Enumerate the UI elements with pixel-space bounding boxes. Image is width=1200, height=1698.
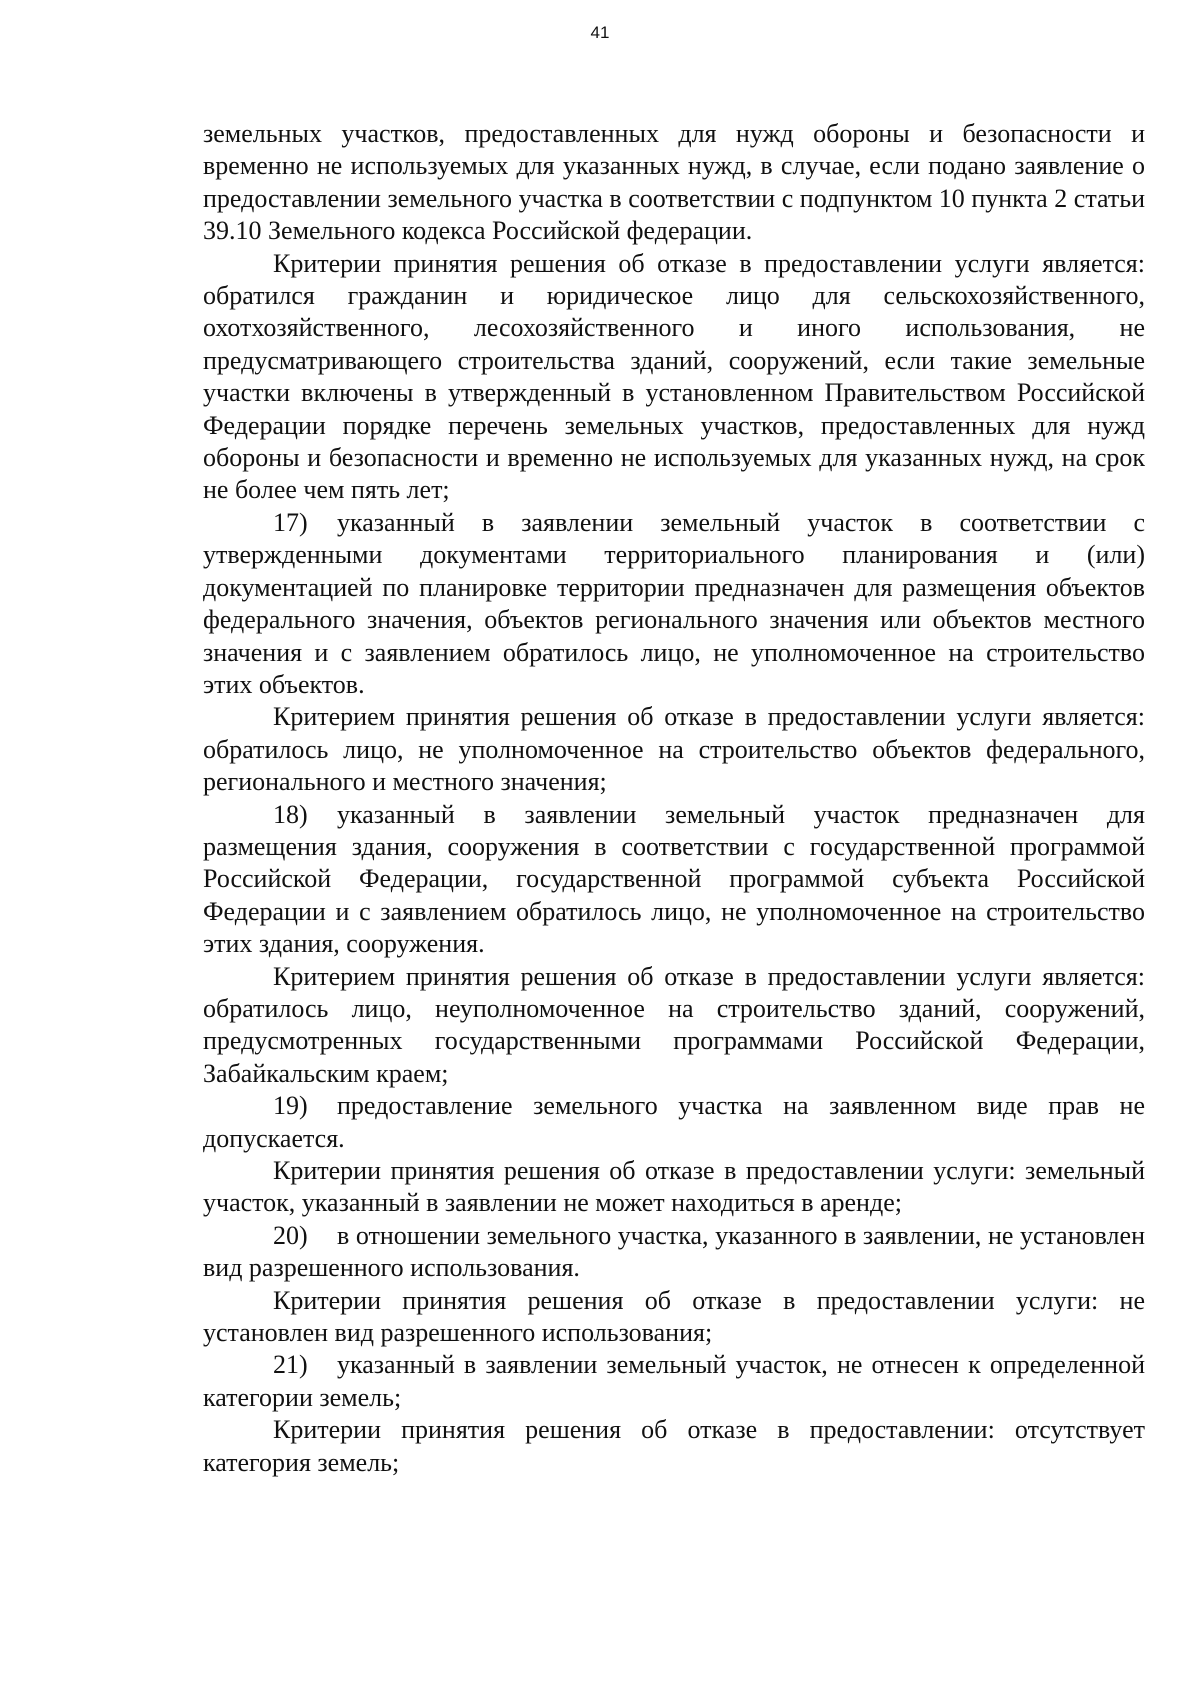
paragraph-text: указанный в заявлении земельный участок предназначен для размещения здания, сооружения в соответствии с государственной программой Российской Федерации, государственной программой субъекта Российской Федерации и с заявлением обратилось лицо, не уполномоченное на строительство этих здания, сооружения. bbox=[203, 799, 1145, 959]
item-number: 19) bbox=[273, 1091, 308, 1121]
paragraph bbox=[203, 248, 1145, 507]
item-number: 18) bbox=[273, 799, 308, 829]
numbered-paragraph bbox=[203, 1349, 1145, 1414]
page-number: 41 bbox=[590, 23, 610, 42]
paragraph bbox=[203, 1285, 1145, 1350]
item-number: 20) bbox=[273, 1220, 308, 1250]
paragraph-text: Критерием принятия решения об отказе в предоставлении услуги является: обратилось лицо, не уполномоченное на строительство объектов федерального, регионального и местного значения; bbox=[203, 702, 1145, 797]
paragraph bbox=[203, 118, 1145, 248]
paragraph-text: Критерии принятия решения об отказе в предоставлении услуги: земельный участок, указанный в заявлении не может находиться в аренде; bbox=[203, 1156, 1145, 1218]
numbered-paragraph bbox=[203, 1090, 1145, 1155]
paragraph-text: в отношении земельного участка, указанного в заявлении, не установлен вид разрешенного использования. bbox=[203, 1220, 1145, 1283]
paragraph-text: земельных участков, предоставленных для нужд обороны и безопасности и временно не используемых для указанных нужд, в случае, если подано заявление о предоставлении земельного участка в соответствии с подпунктом 10 пункта 2 статьи 39.10 Земельного кодекса Российской федерации. bbox=[203, 119, 1145, 246]
numbered-paragraph bbox=[203, 799, 1145, 961]
numbered-paragraph bbox=[203, 1220, 1145, 1285]
paragraph-text: предоставление земельного участка на заявленном виде прав не допускается. bbox=[203, 1091, 1145, 1153]
paragraph bbox=[203, 1414, 1145, 1479]
item-number: 21) bbox=[273, 1350, 308, 1380]
paragraph-text: указанный в заявлении земельный участок в соответствии с утвержденными документами территориального планирования и (или) документацией по планировке территории предназначен для размещения объектов федерального значения, объектов регионального значения или объектов местного значения и с заявлением обратилось лицо, не уполномоченное на строительство этих объектов. bbox=[203, 507, 1145, 699]
paragraph-text: Критерии принятия решения об отказе в предоставлении: отсутствует категория земель; bbox=[203, 1415, 1145, 1477]
paragraph bbox=[203, 961, 1145, 1091]
paragraph-text: Критерии принятия решения об отказе в предоставлении услуги является: обратился гражданин и юридическое лицо для сельскохозяйственного, охотхозяйственного, лесохозяйственного и иного использования, не предусматривающего строительства зданий, сооружений, если такие земельные участки включены в утвержденный в установленном Правительством Российской Федерации порядке перечень земельных участков, предоставленных для нужд обороны и безопасности и временно не используемых для указанных нужд, на срок не более чем пять лет; bbox=[203, 248, 1145, 505]
numbered-paragraph bbox=[203, 507, 1145, 701]
paragraph-text: Критерием принятия решения об отказе в предоставлении услуги является: обратилось лицо, неуполномоченное на строительство зданий, сооружений, предусмотренных государственными программами Российской Федерации, Забайкальским краем; bbox=[203, 961, 1145, 1088]
paragraph bbox=[203, 1155, 1145, 1220]
paragraph bbox=[203, 701, 1145, 798]
item-number: 17) bbox=[273, 507, 308, 537]
paragraph-text: Критерии принятия решения об отказе в предоставлении услуги: не установлен вид разрешенного использования; bbox=[203, 1285, 1145, 1348]
document-body bbox=[203, 118, 1145, 1479]
paragraph-text: указанный в заявлении земельный участок, не отнесен к определенной категории земель; bbox=[203, 1350, 1145, 1412]
